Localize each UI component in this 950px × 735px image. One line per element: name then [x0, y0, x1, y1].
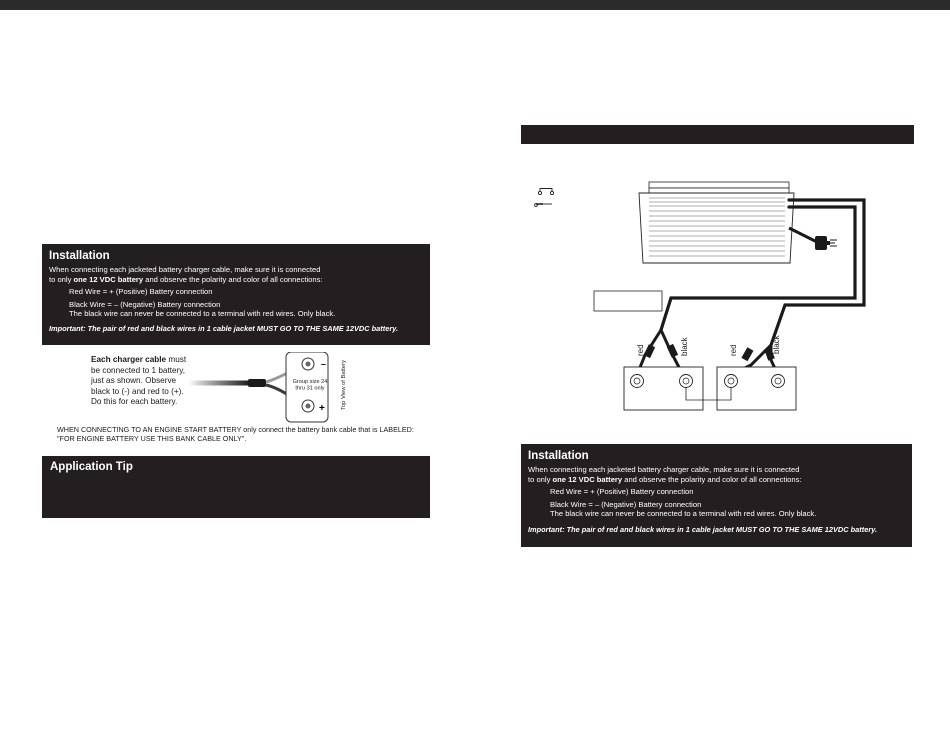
- battery-1-connectors: [644, 344, 678, 358]
- red-wire-line: Red Wire = + (Positive) Battery connection: [69, 287, 213, 297]
- power-cord: [789, 228, 817, 242]
- engine-battery-note: WHEN CONNECTING TO AN ENGINE START BATTERY only connect the battery bank cable that is LABELED: "FOR ENGINE BATTERY USE THIS BANK CABLE ONLY".: [57, 425, 414, 443]
- black-wire-line: Black Wire = – (Negative) Battery connection: [69, 299, 221, 309]
- installation-panel-left: [42, 244, 430, 345]
- application-tip-panel: [42, 456, 430, 518]
- cable-caption: Each charger cable must be connected to 1 battery, just as shown. Observe black to (-) and red to (+). Do this for each battery.: [91, 355, 187, 407]
- black-wire-note: The black wire can never be connected to a terminal with red wires. Only black.: [550, 509, 817, 519]
- ac-plug-icon: [815, 236, 837, 250]
- cable-jacket: [248, 379, 266, 387]
- intro-line-2: to only one 12 VDC battery and observe the polarity and color of all connections:: [528, 474, 802, 484]
- important-note: Important: The pair of red and black wires in 1 cable jacket MUST GO TO THE SAME 12VDC battery.: [528, 524, 878, 534]
- intro-line: When connecting each jacketed battery charger cable, make sure it is connected: [528, 465, 800, 474]
- red-wire-line: Red Wire = + (Positive) Battery connection: [550, 487, 694, 497]
- intro-line-2: to only one 12 VDC battery and observe the polarity and color of all connections:: [49, 274, 323, 284]
- black-wire-note: The black wire can never be connected to a terminal with red wires. Only black.: [69, 309, 336, 319]
- battery-charger-unit: [639, 182, 794, 263]
- battery-top-view-diagram: [188, 352, 358, 424]
- group-size-line-2: thru 31 only: [295, 385, 325, 392]
- section-header-bar: [521, 125, 914, 144]
- top-view-label: Top View of Battery: [341, 360, 347, 410]
- label-black-2: black: [772, 335, 781, 354]
- installation-panel-right: [521, 444, 912, 547]
- minus-sign: –: [321, 359, 327, 369]
- label-red-1: red: [636, 344, 645, 356]
- label-black-1: black: [680, 337, 689, 356]
- important-note: Important: The pair of red and black wires in 1 cable jacket MUST GO TO THE SAME 12VDC battery.: [49, 323, 399, 333]
- application-tip-title: Application Tip: [50, 461, 133, 473]
- group-size-line-1: Group size 24: [292, 379, 328, 385]
- top-bar: [0, 0, 950, 10]
- installation-title: Installation: [528, 450, 589, 462]
- cable-label-box: [594, 291, 662, 311]
- battery-1: [624, 367, 703, 410]
- black-wire-line: Black Wire = – (Negative) Battery connection: [550, 499, 702, 509]
- label-red-2: red: [729, 344, 738, 356]
- plus-sign: +: [319, 403, 325, 414]
- charger-cable: [188, 381, 250, 386]
- switch-icon: [535, 189, 554, 207]
- intro-line: When connecting each jacketed battery charger cable, make sure it is connected: [49, 265, 321, 274]
- battery-2: [717, 367, 796, 410]
- wiring-diagram: [521, 170, 914, 430]
- installation-title: Installation: [49, 250, 110, 262]
